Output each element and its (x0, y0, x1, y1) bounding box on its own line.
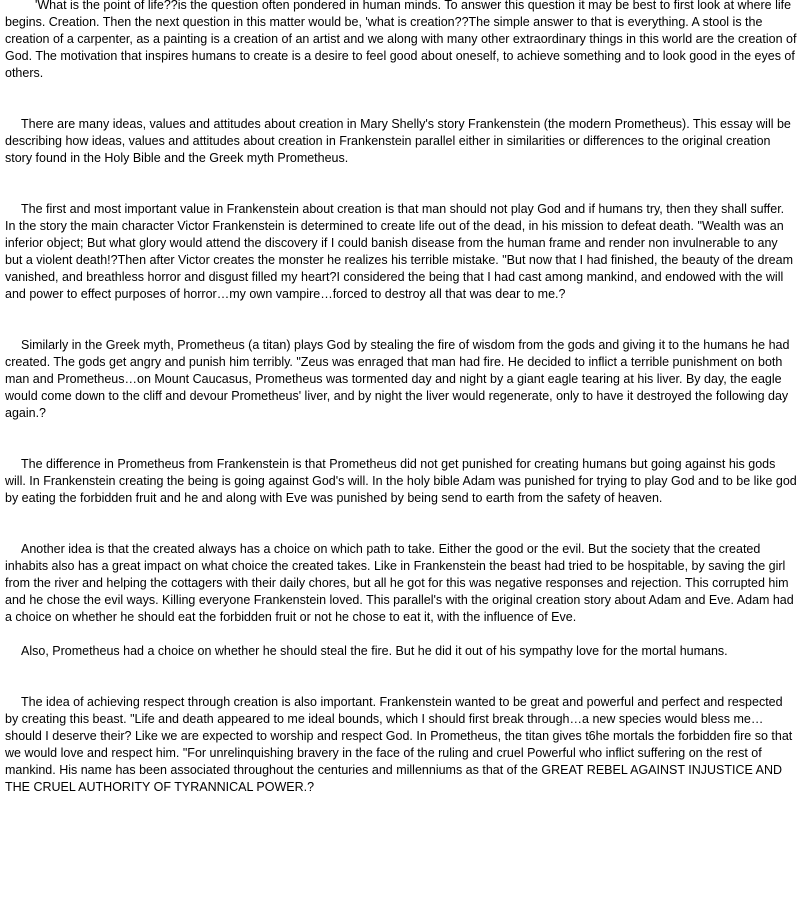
paragraph-gap (5, 303, 797, 337)
paragraph-respect: The idea of achieving respect through creation is also important. Frankenstein wanted to be great and powerful and perfect and respected by creating this beast. "Life and death appeared to me ideal bounds, which I should first break through…a new species would bless me…should I deserve their? Like we are expected to worship and respect God. In Prometheus, the titan gives t6he mortals the forbidden fire so that we would love and respect him. "For unrelinquishing bravery in the face of the ruling and cruel Powerful who inflict suffering on the rest of mankind. His name has been associated throughout the centuries and millenniums as that of the GREAT REBEL AGAINST INJUSTICE AND THE CRUEL AUTHORITY OF TYRANNICAL POWER.? (5, 695, 793, 794)
paragraph-gap (5, 422, 797, 456)
paragraph-gap (5, 660, 797, 694)
paragraph-greek-myth: Similarly in the Greek myth, Prometheus (a titan) plays God by stealing the fire of wisdom from the gods and giving it to the humans he had created. The gods get angry and punish him terribly. "Zeus was enraged that man had fire. He decided to inflict a terrible punishment on both man and Prometheus…on Mount Caucasus, Prometheus was tormented day and night by a giant eagle tearing at his liver. By day, the eagle would come down to the cliff and devour Prometheus' liver, and by night the liver would regenerate, only to have it destroyed the following day again.? (5, 338, 790, 420)
paragraph-gap (5, 167, 797, 201)
paragraph-difference: The difference in Prometheus from Frankenstein is that Prometheus did not get punished for creating humans but going against his gods will. In Frankenstein creating the being is going against God's will. In the holy bible Adam was punished for trying to play God and to be like god by eating the forbidden fruit and he and along with Eve was punished by being send to earth from the safety of heaven. (5, 457, 797, 505)
paragraph-playing-god: The first and most important value in Frankenstein about creation is that man should not play God and if humans try, then they shall suffer. In the story the main character Victor Frankenstein is determined to create life out of the dead, in his mission to defeat death. "Wealth was an inferior object; But what glory would attend the discovery if I could banish disease from the human frame and render non invulnerable to any but a violent death!?Then after Victor creates the monster he realizes his terrible mistake. "But now that I had finished, the beauty of the dream vanished, and breathless horror and disgust filled my heart?I considered the being that I had cast among mankind, and endowed with the will and power to effect purposes of horror…my own vampire…forced to destroy all that was dear to me.? (5, 202, 793, 301)
paragraph-gap (5, 82, 797, 116)
paragraph-choice: Another idea is that the created always has a choice on which path to take. Either the good or the evil. But the society that the created inhabits also has a great impact on what choice the created takes. Like in Frankenstein the beast had tried to be hospitable, by saving the girl from the river and helping the cottagers with their daily chores, but all he got for this was negative responses and rejection. This corrupted him and he chose the evil ways. Killing everyone Frankenstein loved. This parallel's with the original creation story about Adam and Eve. Adam had a choice on whether he should eat the forbidden fruit or not he chose to eat it, with the influence of Eve. (5, 542, 794, 624)
paragraph-thesis: There are many ideas, values and attitudes about creation in Mary Shelly's story Frankenstein (the modern Prometheus). This essay will be describing how ideas, values and attitudes about creation in Frankenstein parallel either in similarities or differences to the original creation story found in the Holy Bible and the Greek myth Prometheus. (5, 117, 791, 165)
essay-body (5, 0, 797, 796)
paragraph-prometheus-choice: Also, Prometheus had a choice on whether he should steal the fire. But he did it out of his sympathy love for the mortal humans. (21, 644, 728, 658)
paragraph-gap (5, 507, 797, 541)
paragraph-gap (5, 626, 797, 643)
paragraph-intro: 'What is the point of life??is the question often pondered in human minds. To answer this question it may be best to first look at where life begins. Creation. Then the next question in this matter would be, 'what is creation??The simple answer to that is everything. A stool is the creation of a carpenter, as a painting is a creation of an artist and we along with many other extraordinary things in this world are the creation of God. The motivation that inspires humans to create is a desire to feel good about oneself, to achieve something and to look good in the eyes of others. (5, 0, 797, 80)
